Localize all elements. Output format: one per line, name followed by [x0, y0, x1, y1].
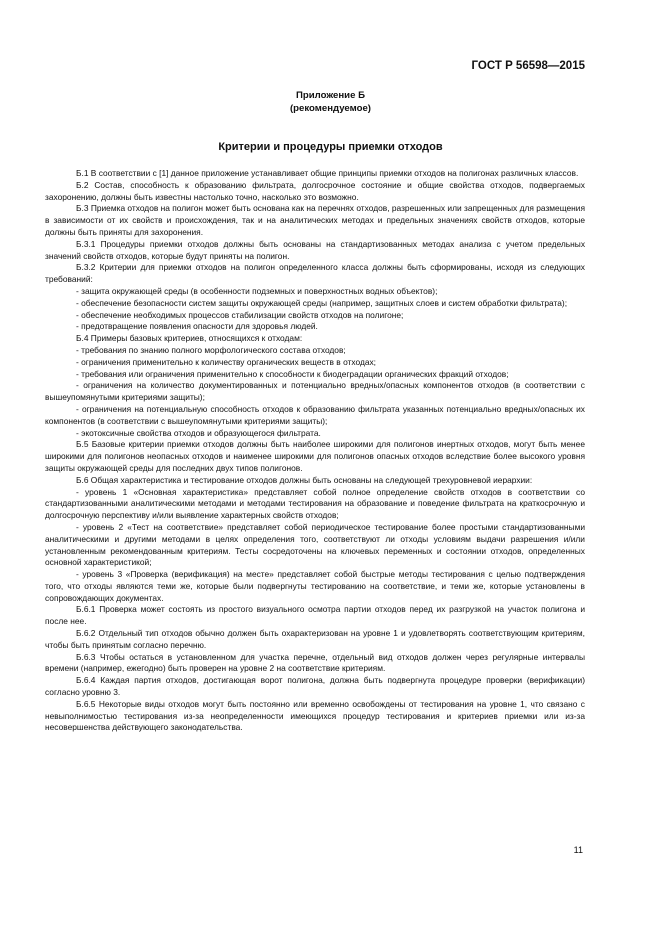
list-item: - уровень 1 «Основная характеристика» представляет собой полное определение свойств отходов в соответствии со стандартизованными аналитическими методами и методами тестирования на образование и поведение фильтрата на краткосрочную и долгосрочную перспективу и/или выявление характерных свойств отходов; [45, 486, 585, 521]
paragraph-b6: Б.6 Общая характеристика и тестирование отходов должны быть основаны на следующей трехуровневой иерархии: [76, 474, 533, 485]
list-item: - ограничения на потенциальную способность отходов к образованию фильтрата указанных потенциально вредных/опасных их компонентов (в соответствии с вышеупомянутыми критериями защиты); [45, 403, 585, 426]
document-id: ГОСТ Р 56598—2015 [471, 60, 585, 72]
list-item: - обеспечение безопасности систем защиты окружающей среды (например, защитных слоев и систем обработки фильтрата); [76, 297, 568, 308]
list-item: - экотоксичные свойства отходов и образующегося фильтрата. [76, 427, 321, 438]
list-item: - ограничения применительно к количеству органических веществ в отходах; [76, 356, 377, 367]
paragraph-b5: Б.5 Базовые критерии приемки отходов должны быть наиболее широкими для полигонов инертных отходов, могут быть менее широкими для полигонов неопасных отходов и наименее широкими для полигонов опасных отходов вследствие более высокого уровня защиты окружающей среды для последних двух типов полигонов. [45, 439, 585, 473]
list-item: - уровень 2 «Тест на соответствие» представляет собой периодическое тестирование более простыми стандартизованными аналитическими и другими методами в целях определения того, соответствуют ли отходы условиям выдачи разрешения и/или установленным рекомендованным критериям. Тесты сосредоточены на ключевых переменных и состоянии отходов, определенных основной характеристикой; [45, 521, 585, 568]
appendix-heading [0, 90, 661, 115]
appendix-subtitle: (рекомендуемое) [289, 102, 371, 114]
paragraph-b4: Б.4 Примеры базовых критериев, относящихся к отходам: [76, 333, 303, 344]
list-item: - требования по знанию полного морфологического состава отходов; [76, 344, 346, 355]
list-item: - ограничения на количество документированных и потенциально вредных/опасных компонентов отходов (в соответствии с вышеупомянутыми критериями защиты); [45, 380, 585, 403]
page-number: 11 [573, 845, 583, 855]
list-item: - уровень 3 «Проверка (верификация) на месте» представляет собой быстрые методы тестирования с целью подтверждения того, что отходы являются теми же, которые были подвергнуты тестированию на соответствие, и теми же, которые установлены в сопровождающих документах. [45, 569, 585, 603]
list-item: - обеспечение необходимых процессов стабилизации свойств отходов на полигоне; [76, 309, 404, 320]
paragraph-b6-4: Б.6.4 Каждая партия отходов, достигающая ворот полигона, должна быть подвергнута процедуре проверки (верификации) согласно уровню 3. [45, 675, 585, 698]
paragraph-b6-3: Б.6.3 Чтобы остаться в установленном для участка перечне, отдельный вид отходов должен через регулярные интервалы времени (например, ежегодно) быть проверен на уровне 2 на соответствие критериям. [45, 651, 585, 674]
appendix-title: Приложение Б [296, 90, 365, 101]
paragraph-b3: Б.3 Приемка отходов на полигон может быть основана как на перечнях отходов, разрешенных или запрещенных для размещения в зависимости от их свойств и происхождения, так и на аналитических методах и предельных значениях свойств отходов, которые должны быть приняты для захоронения. [45, 203, 585, 237]
paragraph-b2: Б.2 Состав, способность к образованию фильтрата, долгосрочное состояние и общие свойства отходов, подвергаемых захоронению, должны быть известны настолько точно, насколько это возможно. [45, 179, 585, 202]
paragraph-b1: Б.1 В соответствии с [1] данное приложение устанавливает общие принципы приемки отходов на полигонах различных классов. [76, 168, 579, 178]
paragraph-b3-2: Б.3.2 Критерии для приемки отходов на полигон определенного класса должны быть сформированы, исходя из следующих требований: [45, 262, 585, 285]
list-item: - защита окружающей среды (в особенности подземных и поверхностных водных объектов); [76, 285, 438, 296]
body-text [45, 168, 585, 734]
paragraph-b6-1: Б.6.1 Проверка может состоять из простого визуального осмотра партии отходов перед их разгрузкой на участок полигона и после нее. [45, 604, 585, 627]
section-title: Критерии и процедуры приемки отходов [218, 141, 443, 153]
paragraph-b6-2: Б.6.2 Отдельный тип отходов обычно должен быть охарактеризован на уровне 1 и удовлетворять соответствующим критериям, чтобы быть принятым согласно перечню. [45, 628, 585, 650]
paragraph-b6-5: Б.6.5 Некоторые виды отходов могут быть постоянно или временно освобождены от тестирования на уровне 1, что связано с невыполнимостью тестирования из-за неопределенности имеющихся процедур тестирования и критериев приемки или из-за несовершенства действующего законодательства. [45, 698, 585, 733]
list-item: - требования или ограничения применительно к способности к биодеградации органических фракций отходов; [76, 368, 509, 379]
list-item: - предотвращение появления опасности для здоровья людей. [76, 321, 318, 332]
paragraph-b3-1: Б.3.1 Процедуры приемки отходов должны быть основаны на стандартизованных методах анализа с учетом предельных значений свойств отходов, которые будут приняты на полигон. [45, 238, 585, 261]
